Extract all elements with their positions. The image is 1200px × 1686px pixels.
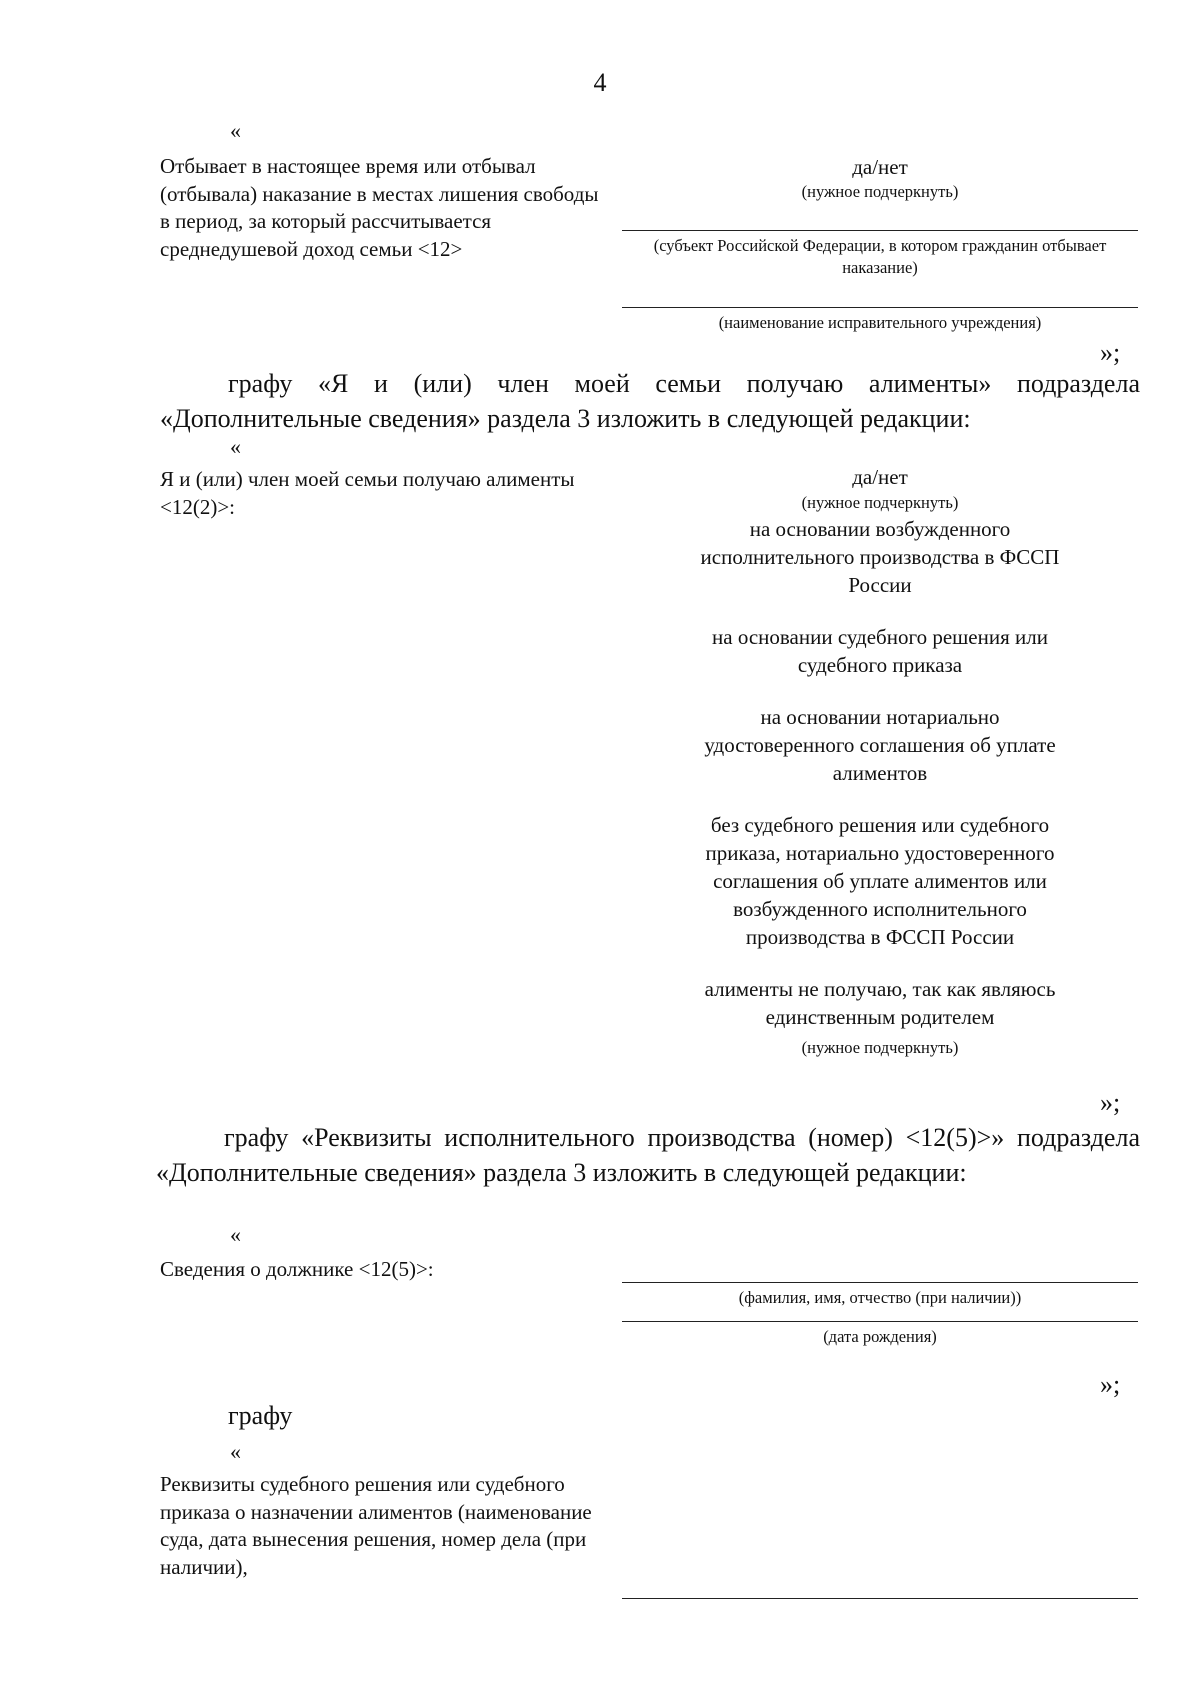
opening-quote: « bbox=[230, 118, 241, 143]
court-intro-text: графу bbox=[228, 1401, 293, 1430]
underline-hint: (нужное подчеркнуть) bbox=[801, 493, 959, 512]
court-decision-label: Реквизиты судебного решения или судебного приказа о назначении алиментов (наименование суда, дата вынесения решения, номер дела (при наличии), bbox=[160, 1472, 592, 1579]
option-single-parent: алименты не получаю, так как являюсь единственным родителем bbox=[704, 977, 1056, 1029]
paragraph-text: графу «Реквизиты исполнительного производства (номер) <12(5)>» подраздела «Дополнительные сведения» раздела 3 изложить в следующей редакции: bbox=[156, 1123, 1140, 1187]
birth-date-field-line bbox=[622, 1321, 1138, 1322]
court-decision-field-line bbox=[622, 1598, 1138, 1599]
opening-quote: « bbox=[230, 434, 241, 459]
paragraph-text: графу «Я и (или) член моей семьи получаю алименты» подраздела «Дополнительные сведения» раздела 3 изложить в следующей редакции: bbox=[160, 369, 1140, 433]
institution-field-note: (наименование исправительного учреждения) bbox=[718, 313, 1042, 332]
debtor-name-field-note: (фамилия, имя, отчество (при наличии)) bbox=[738, 1288, 1022, 1307]
alimony-label: Я и (или) член моей семьи получаю алименты <12(2)>: bbox=[160, 467, 575, 519]
institution-field-line bbox=[622, 307, 1138, 308]
underline-hint: (нужное подчеркнуть) bbox=[801, 1038, 959, 1057]
region-field-line bbox=[622, 230, 1138, 231]
region-field-note: (субъект Российской Федерации, в котором гражданин отбывает наказание) bbox=[653, 236, 1107, 277]
closing-quote: »; bbox=[1100, 1088, 1121, 1117]
answer-yes-no: да/нет bbox=[852, 465, 908, 489]
closing-quote: »; bbox=[1100, 338, 1121, 367]
opening-quote: « bbox=[230, 1222, 241, 1247]
page-number: 4 bbox=[593, 68, 607, 97]
alimony-intro-paragraph bbox=[160, 366, 1140, 436]
alimony-options bbox=[690, 515, 1070, 1059]
closing-quote: »; bbox=[1100, 1370, 1121, 1399]
option-enforcement-proceeding: на основании возбужденного исполнительного производства в ФССП России bbox=[700, 517, 1060, 597]
debtor-label: Сведения о должнике <12(5)>: bbox=[160, 1257, 434, 1281]
option-court-decision: на основании судебного решения или судебного приказа bbox=[712, 625, 1048, 677]
debtor-name-field-line bbox=[622, 1282, 1138, 1283]
answer-yes-no: да/нет bbox=[852, 155, 908, 179]
opening-quote: « bbox=[230, 1439, 241, 1464]
underline-hint: (нужное подчеркнуть) bbox=[801, 182, 959, 201]
option-without-documents: без судебного решения или судебного приказа, нотариально удостоверенного соглашения об уплате алиментов или возбужденного исполнительного производства в ФССП России bbox=[705, 813, 1055, 949]
birth-date-field-note: (дата рождения) bbox=[823, 1327, 937, 1346]
imprisonment-label: Отбывает в настоящее время или отбывал (отбывала) наказание в местах лишения свободы в период, за который рассчитывается среднедушевой доход семьи <12> bbox=[160, 154, 599, 261]
option-notarized-agreement: на основании нотариально удостоверенного соглашения об уплате алиментов bbox=[704, 705, 1056, 785]
debtor-intro-paragraph bbox=[156, 1120, 1140, 1190]
